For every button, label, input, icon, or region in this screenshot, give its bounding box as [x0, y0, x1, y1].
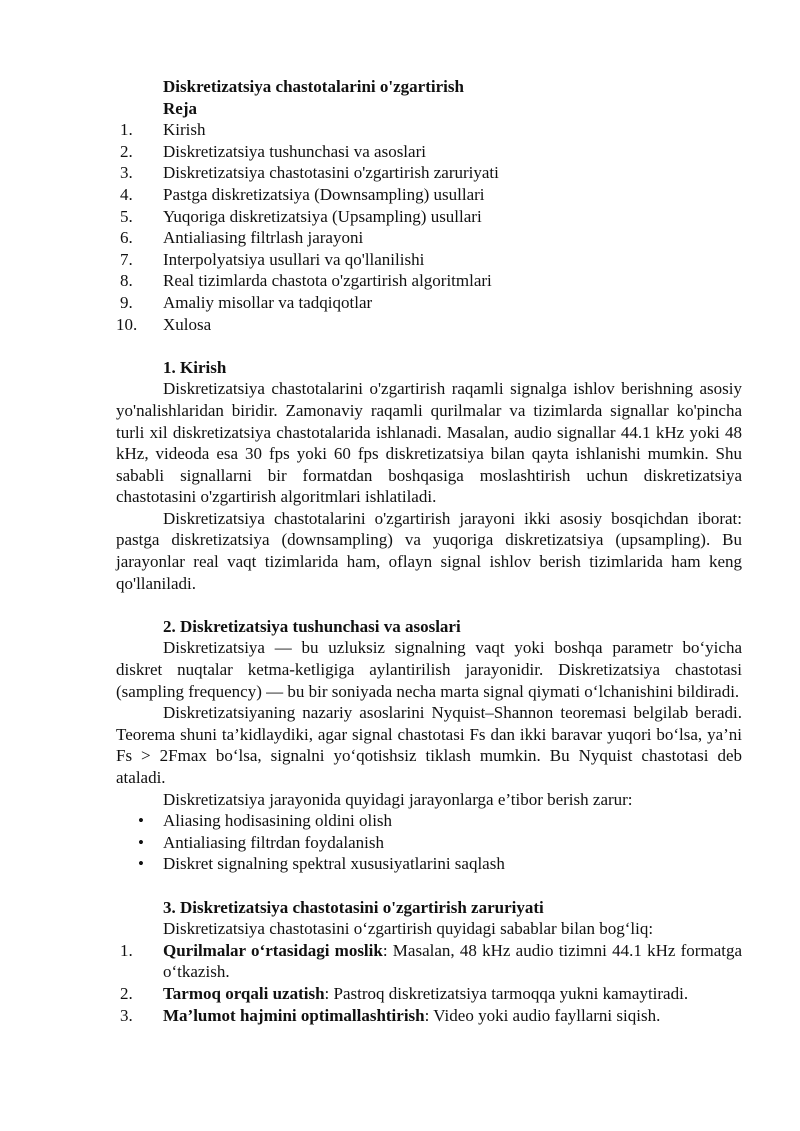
list-text [163, 1005, 742, 1027]
list-item [116, 162, 742, 184]
list-number: 8. [120, 271, 133, 291]
list-number: 2. [120, 141, 133, 161]
section-2-paragraph-3: Diskretizatsiya jarayonida quyidagi jarayonlarga e’tibor berish zarur: [163, 789, 633, 809]
list-number: 5. [120, 206, 133, 226]
list-item-description: : Pastroq diskretizatsiya tarmoqqa yukni kamaytiradi. [324, 983, 689, 1003]
list-number: 2. [120, 983, 133, 1003]
list-number: 1. [120, 940, 133, 960]
section-1-paragraph-1: Diskretizatsiya chastotalarini o'zgartirish raqamli signalga ishlov berishning asosiy yo'nalishlaridan biridir. Zamonaviy raqamli qurilmalar va tizimlarda signallar ko'pincha turli xil diskretizatsiya chastotalarida ishlanadi. Masalan, audio signallar 44.1 kHz yoki 48 kHz, videoda esa 30 fps yoki 60 fps diskretizatsiya bilan qayta ishlanishi mumkin. Shu sababli signallarni bir formatdan boshqasiga moslashtirish uchun diskretizatsiya chastotasini o'zgartirish algoritmlari ishlatiladi. [116, 379, 742, 507]
list-text: Diskretizatsiya tushunchasi va asoslari [163, 141, 426, 161]
list-text: Diskret signalning spektral xususiyatlarini saqlash [163, 854, 505, 874]
list-text: Antialiasing filtrlash jarayoni [163, 228, 364, 248]
list-item [116, 1005, 742, 1027]
bullet-icon: • [138, 854, 144, 874]
list-item [116, 292, 742, 314]
bullet-icon: • [138, 832, 144, 852]
spacer [116, 335, 742, 357]
list-text: Antialiasing filtrdan foydalanish [163, 832, 384, 852]
list-text: Yuqoriga diskretizatsiya (Upsampling) usullari [163, 206, 482, 226]
list-text: Pastga diskretizatsiya (Downsampling) usullari [163, 184, 485, 204]
plan-label: Reja [163, 98, 197, 118]
spacer [116, 875, 742, 897]
list-number: 1. [120, 120, 133, 140]
list-text: Amaliy misollar va tadqiqotlar [163, 292, 373, 312]
list-text: Interpolyatsiya usullari va qo'llanilishi [163, 249, 425, 269]
list-text [163, 940, 742, 983]
list-item [116, 206, 742, 228]
list-item [116, 227, 742, 249]
list-item [116, 810, 742, 832]
list-item [116, 141, 742, 163]
list-number: 6. [120, 228, 133, 248]
list-text: Aliasing hodisasining oldini olish [163, 811, 393, 831]
section-3-reasons-list [116, 940, 742, 1026]
bullet-icon: • [138, 811, 144, 831]
list-item [116, 983, 742, 1005]
list-item [116, 940, 742, 983]
list-item-description: : Video yoki audio fayllarni siqish. [424, 1005, 661, 1025]
list-item [116, 184, 742, 206]
section-2-bullet-list [116, 810, 742, 875]
list-item-term: Qurilmalar o‘rtasidagi moslik [163, 940, 383, 960]
list-item [116, 119, 742, 141]
list-item-term: Tarmoq orqali uzatish [163, 983, 325, 1003]
section-3-intro: Diskretizatsiya chastotasini o‘zgartirish quyidagi sabablar bilan bog‘liq: [163, 919, 654, 939]
section-1-heading: 1. Kirish [163, 357, 227, 377]
section-2-paragraph-2: Diskretizatsiyaning nazariy asoslarini Nyquist–Shannon teoremasi belgilab beradi. Teorema shuni ta’kidlaydiki, agar signal chastotasi Fs dan ikki baravar yuqori bo‘lsa, ya’ni Fs > 2Fmax bo‘lsa, signalni yo‘qotishsiz tiklash mumkin. Bu Nyquist chastotasi deb ataladi. [116, 703, 742, 787]
spacer [116, 594, 742, 616]
list-item [116, 832, 742, 854]
list-item [116, 314, 742, 336]
list-item-term: Ma’lumot hajmini optimallashtirish [163, 1005, 425, 1025]
list-item [116, 853, 742, 875]
list-text: Real tizimlarda chastota o'zgartirish algoritmlari [163, 271, 492, 291]
section-3-heading: 3. Diskretizatsiya chastotasini o'zgartirish zaruriyati [163, 897, 544, 917]
list-text: Xulosa [163, 314, 212, 334]
section-2-paragraph-1: Diskretizatsiya — bu uzluksiz signalning vaqt yoki boshqa parametr bo‘yicha diskret nuqtalar ketma-ketligiga aylantirilish jarayonidir. Diskretizatsiya chastotasi (sampling frequency) — bu bir soniyada necha marta signal qiymati o‘lchanishini bildiradi. [116, 638, 742, 701]
section-1-paragraph-2: Diskretizatsiya chastotalarini o'zgartirish jarayoni ikki asosiy bosqichdan iborat: pastga diskretizatsiya (downsampling) va yuqoriga diskretizatsiya (upsampling). Bu jarayonlar real vaqt tizimlarida ham, oflayn signal ishlov berish tizimlarida ham keng qo'llaniladi. [116, 508, 742, 593]
list-number: 9. [120, 292, 133, 312]
list-number: 3. [120, 1005, 133, 1025]
list-number: 4. [120, 184, 133, 204]
list-text [163, 983, 742, 1005]
list-number: 7. [120, 249, 133, 269]
list-item [116, 249, 742, 271]
list-item-description: : Masalan, 48 kHz audio tizimni 44.1 kHz formatga o‘tkazish. [163, 940, 743, 982]
list-number: 10. [116, 314, 138, 334]
list-text: Kirish [163, 120, 206, 140]
list-item [116, 270, 742, 292]
list-text: Diskretizatsiya chastotasini o'zgartirish zaruriyati [163, 163, 499, 183]
section-2-heading: 2. Diskretizatsiya tushunchasi va asoslari [163, 616, 461, 636]
plan-list [116, 119, 742, 335]
list-number: 3. [120, 163, 133, 183]
document-title: Diskretizatsiya chastotalarini o'zgartirish [163, 77, 464, 96]
